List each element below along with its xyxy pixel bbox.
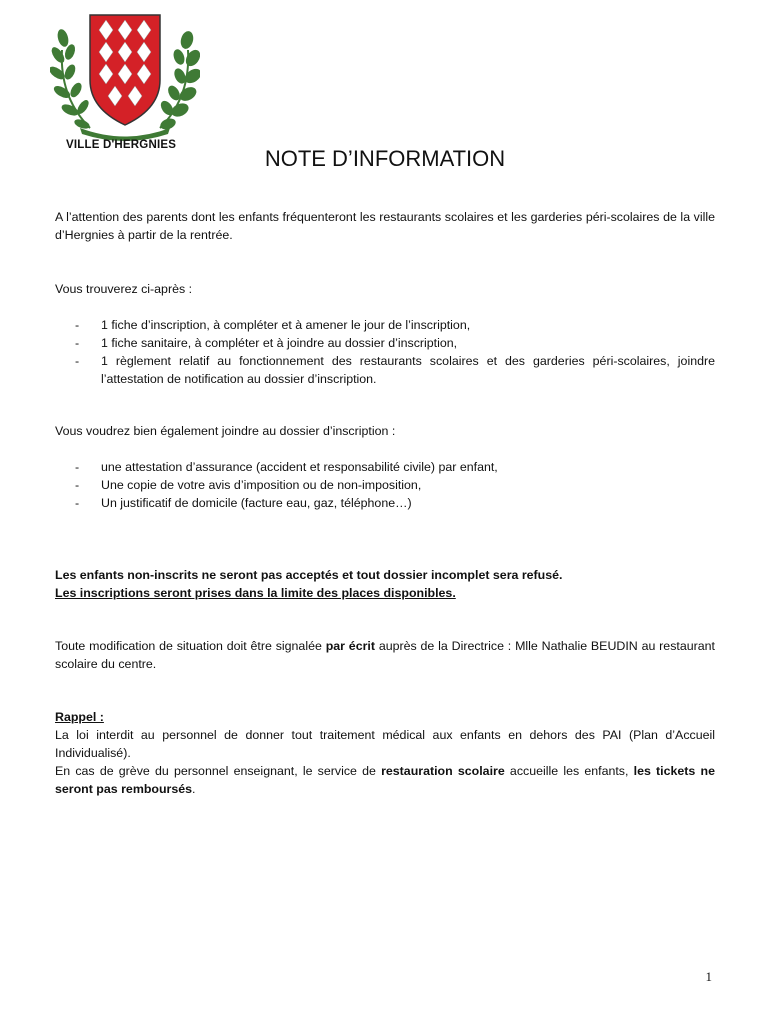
list-item: - 1 règlement relatif au fonctionnement des restaurants scolaires et des garderies péri-scolaires, joindre l’attestation de notification au dossier d’inscription. [55, 352, 715, 388]
rappel-paragraph-1: La loi interdit au personnel de donner tout traitement médical aux enfants en dehors des PAI (Plan d’Accueil Individualisé). [55, 728, 715, 760]
rappel-paragraph-2: En cas de grève du personnel enseignant, le service de restauration scolaire accueille les enfants, les tickets ne seront pas remboursés. [55, 764, 715, 796]
intro-paragraph: A l’attention des parents dont les enfants fréquenteront les restaurants scolaires et les garderies péri-scolaires de la ville d’Hergnies à partir de la rentrée. [55, 210, 715, 242]
warning-line-2: Les inscriptions seront prises dans la limite des places disponibles. [55, 586, 456, 600]
modification-paragraph: Toute modification de situation doit être signalée par écrit auprès de la Directrice : Mlle Nathalie BEUDIN au restaurant scolaire du centre. [55, 639, 715, 671]
list-item: - une attestation d’assurance (accident et responsabilité civile) par enfant, [55, 458, 715, 476]
documents-section [55, 280, 715, 298]
rappel-heading: Rappel : [55, 710, 104, 724]
list-item: - Un justificatif de domicile (facture eau, gaz, téléphone…) [55, 494, 715, 512]
right-oak-icon [158, 30, 200, 132]
list-item: - 1 fiche sanitaire, à compléter et à joindre au dossier d’inscription, [55, 334, 715, 352]
attachments-list [55, 458, 715, 512]
page-number: 1 [705, 969, 712, 984]
warning-block [55, 566, 715, 602]
list-item: - 1 fiche d’inscription, à compléter et à amener le jour de l’inscription, [55, 316, 715, 334]
documents-list [55, 316, 715, 388]
page-title: NOTE D’INFORMATION [264, 146, 506, 171]
city-name-label: VILLE D'HERGNIES [66, 139, 177, 151]
left-laurel-icon [50, 28, 91, 130]
rappel-section [55, 708, 715, 798]
attachments-lead: Vous voudrez bien également joindre au dossier d’inscription : [55, 424, 396, 438]
city-coat-of-arms-logo [50, 10, 200, 155]
documents-lead: Vous trouverez ci-après : [55, 282, 193, 296]
attachments-section [55, 422, 715, 440]
warning-line-1: Les enfants non-inscrits ne seront pas acceptés et tout dossier incomplet sera refusé. [55, 568, 563, 582]
list-item: - Une copie de votre avis d’imposition ou de non-imposition, [55, 476, 715, 494]
shield-laurel-icon [50, 10, 200, 145]
